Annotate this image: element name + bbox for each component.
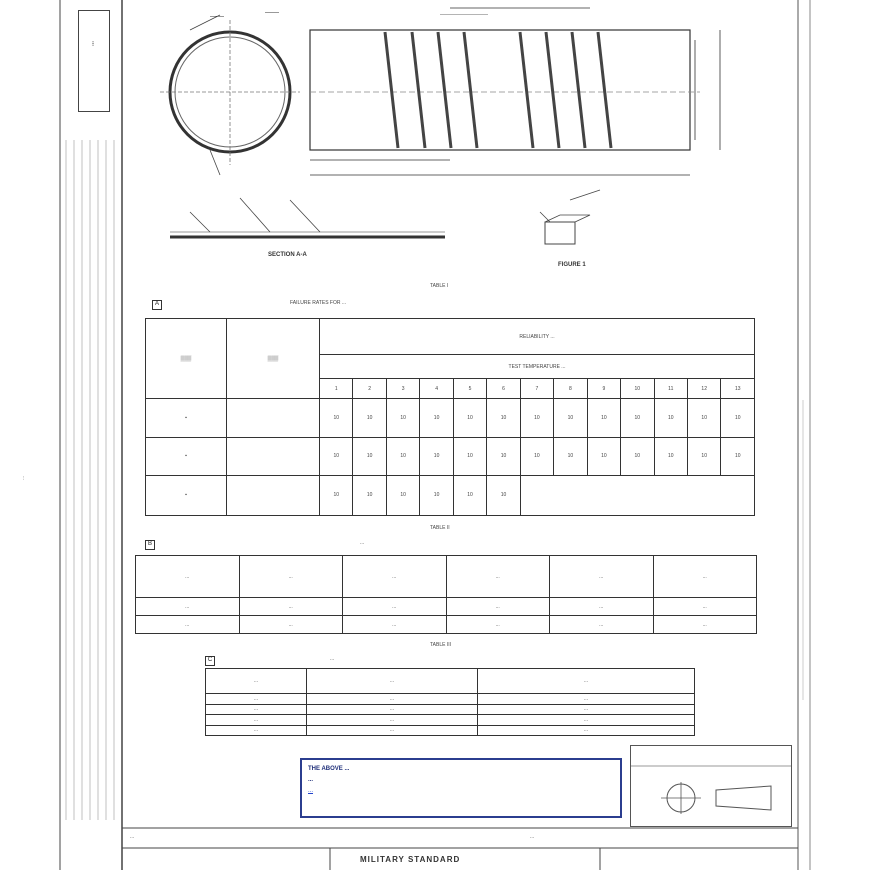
table1-cell: 10 (587, 437, 620, 475)
table1-col-number: 1 (320, 379, 353, 399)
table2-title: TABLE II (430, 525, 450, 531)
table3-cell: ... (307, 704, 478, 714)
table1-col-number: 3 (386, 379, 419, 399)
table1-cell: 10 (687, 399, 720, 437)
table2-cell: ... (653, 598, 757, 616)
table1-col-number: 10 (621, 379, 654, 399)
table1-row-label: ▪ (146, 475, 227, 515)
table1-col-number: 5 (453, 379, 486, 399)
table1-cell: 10 (621, 437, 654, 475)
table2-header: ... (653, 556, 757, 598)
svg-text:————————: ———————— (440, 12, 488, 18)
table2-cell: ... (136, 598, 240, 616)
notice-line-2: ... (308, 777, 314, 783)
table1-cell: 10 (654, 399, 687, 437)
table1-cell: 10 (420, 399, 453, 437)
table1-cell-empty (520, 475, 754, 515)
table2-header: ... (446, 556, 550, 598)
table1-cell: 10 (587, 399, 620, 437)
table1-cell: 10 (621, 399, 654, 437)
table1-col-number: 12 (687, 379, 720, 399)
table1-header-mid: TEST TEMPERATURE ... (320, 355, 755, 379)
table1-title: TABLE I (430, 283, 449, 289)
table1-cell: 10 (453, 437, 486, 475)
table2-header: ... (239, 556, 343, 598)
footer-left: ... (130, 834, 135, 840)
table-1 (145, 318, 755, 516)
table2-cell: ... (343, 598, 447, 616)
table1-col-number: 2 (353, 379, 386, 399)
table3-cell: ... (206, 715, 307, 725)
table2-caption: ... (360, 540, 365, 546)
table1-header-top: RELIABILITY ... (320, 319, 755, 355)
table1-col-number: 7 (520, 379, 553, 399)
table1-col-number: 11 (654, 379, 687, 399)
table1-cell: 10 (386, 437, 419, 475)
table1-cell: 10 (721, 437, 755, 475)
table3-marker: C (205, 656, 215, 666)
table2-cell: ... (343, 616, 447, 634)
table-3 (205, 668, 695, 736)
table1-cell: 10 (353, 475, 386, 515)
table1-cell: 10 (487, 437, 520, 475)
table1-cell: 10 (554, 399, 587, 437)
table2-cell: ... (550, 598, 654, 616)
table3-header: ... (307, 669, 478, 694)
figure-1-drawing (150, 0, 750, 280)
table2-header: ... (550, 556, 654, 598)
table2-cell: ... (136, 616, 240, 634)
table3-cell: ... (478, 694, 695, 704)
figure-label: FIGURE 1 (558, 262, 586, 268)
notice-line-1: THE ABOVE ... (308, 766, 350, 772)
table1-cell: 10 (320, 437, 353, 475)
table1-col-number: 13 (721, 379, 755, 399)
table1-cell: 10 (520, 399, 553, 437)
table1-caption: FAILURE RATES FOR ... (290, 300, 347, 306)
table1-row-label (227, 475, 320, 515)
table1-row-label (227, 437, 320, 475)
footer-title: MILITARY STANDARD (360, 855, 461, 864)
table3-cell: ... (478, 715, 695, 725)
table1-header-cell: ▒▒▒ (227, 319, 320, 399)
table2-cell: ... (446, 616, 550, 634)
table1-cell: 10 (687, 437, 720, 475)
svg-text:——: —— (210, 13, 224, 20)
table1-cell: 10 (453, 399, 486, 437)
table1-row-label: ▪ (146, 399, 227, 437)
table2-cell: ... (446, 598, 550, 616)
table1-marker: A (152, 300, 162, 310)
table1-col-number: 8 (554, 379, 587, 399)
table3-title: TABLE III (430, 642, 452, 648)
table1-cell: 10 (487, 475, 520, 515)
stamp-box (630, 745, 792, 827)
table3-cell: ... (307, 725, 478, 735)
table3-cell: ... (206, 704, 307, 714)
table3-cell: ... (206, 725, 307, 735)
table3-cell: ... (307, 694, 478, 704)
table3-cell: ... (478, 725, 695, 735)
table1-cell: 10 (554, 437, 587, 475)
side-id-text: ... (89, 41, 96, 47)
table3-cell: ... (307, 715, 478, 725)
svg-text:——: —— (265, 9, 279, 16)
stamp-drawing (631, 746, 791, 826)
table1-cell: 10 (721, 399, 755, 437)
table1-cell: 10 (453, 475, 486, 515)
table2-cell: ... (550, 616, 654, 634)
table2-cell: ... (239, 598, 343, 616)
table1-col-number: 9 (587, 379, 620, 399)
table3-caption: ... (330, 656, 335, 662)
table3-header: ... (478, 669, 695, 694)
table1-cell: 10 (420, 437, 453, 475)
table2-cell: ... (653, 616, 757, 634)
table1-header-cell: ▒▒▒ (146, 319, 227, 399)
table1-col-number: 4 (420, 379, 453, 399)
table-2 (135, 555, 757, 634)
table2-header: ... (136, 556, 240, 598)
table1-cell: 10 (320, 399, 353, 437)
table1-cell: 10 (353, 399, 386, 437)
table1-row-label: ▪ (146, 437, 227, 475)
notice-link[interactable]: ... (308, 788, 314, 794)
table1-cell: 10 (654, 437, 687, 475)
side-vertical-text: ... (20, 475, 26, 480)
footer-right: ... (530, 834, 535, 840)
table1-col-number: 6 (487, 379, 520, 399)
table1-cell: 10 (386, 475, 419, 515)
table1-cell: 10 (320, 475, 353, 515)
table3-cell: ... (478, 704, 695, 714)
table1-cell: 10 (520, 437, 553, 475)
notice-box (300, 758, 622, 818)
table1-cell: 10 (487, 399, 520, 437)
table1-cell: 10 (353, 437, 386, 475)
table1-cell: 10 (386, 399, 419, 437)
table2-cell: ... (239, 616, 343, 634)
side-id-box (78, 10, 110, 112)
table2-marker: B (145, 540, 155, 550)
table3-header: ... (206, 669, 307, 694)
section-label: SECTION A-A (268, 252, 307, 258)
table1-cell: 10 (420, 475, 453, 515)
table1-row-label (227, 399, 320, 437)
table3-cell: ... (206, 694, 307, 704)
table2-header: ... (343, 556, 447, 598)
